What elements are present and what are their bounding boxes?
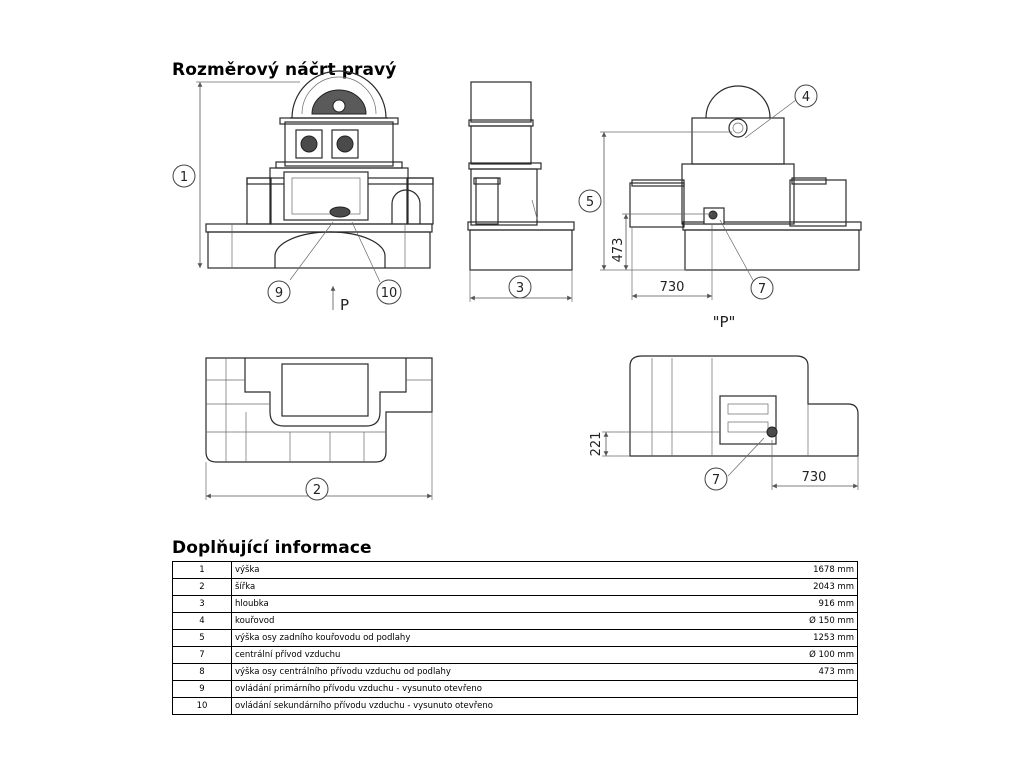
dim-label-730-section: 730 (801, 470, 827, 485)
callout-3 (509, 276, 531, 298)
info-title: Doplňující informace (172, 538, 372, 558)
svg-text:10: 10 (380, 286, 398, 301)
table-row (173, 664, 858, 681)
row-description: výška osy zadního kouřovodu od podlahy (232, 630, 782, 647)
row-description: ovládání primárního přívodu vzduchu - vysunuto otevřeno (232, 681, 782, 698)
row-value: 1678 mm (781, 562, 858, 579)
view-label-p-front: P (340, 296, 350, 314)
row-description: šířka (232, 579, 782, 596)
row-value: Ø 150 mm (781, 613, 858, 630)
svg-text:1: 1 (179, 170, 189, 185)
row-number: 9 (173, 681, 232, 698)
row-number: 5 (173, 630, 232, 647)
callout-5 (579, 190, 601, 212)
row-number: 7 (173, 647, 232, 664)
callout-2 (306, 478, 328, 500)
row-value: Ø 100 mm (781, 647, 858, 664)
row-value: 473 mm (781, 664, 858, 681)
svg-text:9: 9 (274, 286, 284, 301)
svg-text:3: 3 (515, 281, 525, 296)
dim-label-221: 221 (589, 431, 604, 457)
dim-label-473: 473 (611, 237, 626, 263)
view-label-p-back: "P" (712, 313, 736, 331)
row-number: 1 (173, 562, 232, 579)
svg-text:7: 7 (757, 282, 767, 297)
table-row (173, 613, 858, 630)
row-number: 10 (173, 698, 232, 715)
callout-7-back (751, 277, 773, 299)
callout-7-section (705, 468, 727, 490)
table-row (173, 596, 858, 613)
row-value (781, 698, 858, 715)
back-view (600, 86, 861, 331)
svg-text:2: 2 (312, 483, 322, 498)
front-view (196, 71, 433, 314)
row-value: 916 mm (781, 596, 858, 613)
callout-10 (377, 280, 401, 304)
table-row (173, 681, 858, 698)
svg-text:4: 4 (801, 90, 811, 105)
callout-9 (268, 281, 290, 303)
sketch-title: Rozměrový náčrt pravý (172, 60, 397, 80)
row-description: hloubka (232, 596, 782, 613)
row-value: 1253 mm (781, 630, 858, 647)
svg-text:7: 7 (711, 473, 721, 488)
table-row (173, 579, 858, 596)
row-description: výška osy centrálního přívodu vzduchu od podlahy (232, 664, 782, 681)
row-description: ovládání sekundárního přívodu vzduchu - vysunuto otevřeno (232, 698, 782, 715)
dim-label-730-back: 730 (659, 280, 685, 295)
table-row (173, 630, 858, 647)
section-view (589, 356, 858, 490)
row-value: 2043 mm (781, 579, 858, 596)
table-row (173, 698, 858, 715)
row-value (781, 681, 858, 698)
row-number: 2 (173, 579, 232, 596)
row-number: 3 (173, 596, 232, 613)
row-description: kouřovod (232, 613, 782, 630)
table-row (173, 647, 858, 664)
row-number: 8 (173, 664, 232, 681)
row-description: centrální přívod vzduchu (232, 647, 782, 664)
table-row (173, 562, 858, 579)
row-description: výška (232, 562, 782, 579)
svg-text:5: 5 (585, 195, 595, 210)
side-view (468, 82, 574, 302)
callout-1 (173, 165, 195, 187)
row-number: 4 (173, 613, 232, 630)
dome-fan-ornament (312, 90, 366, 114)
callout-4 (795, 85, 817, 107)
info-table (172, 561, 858, 715)
